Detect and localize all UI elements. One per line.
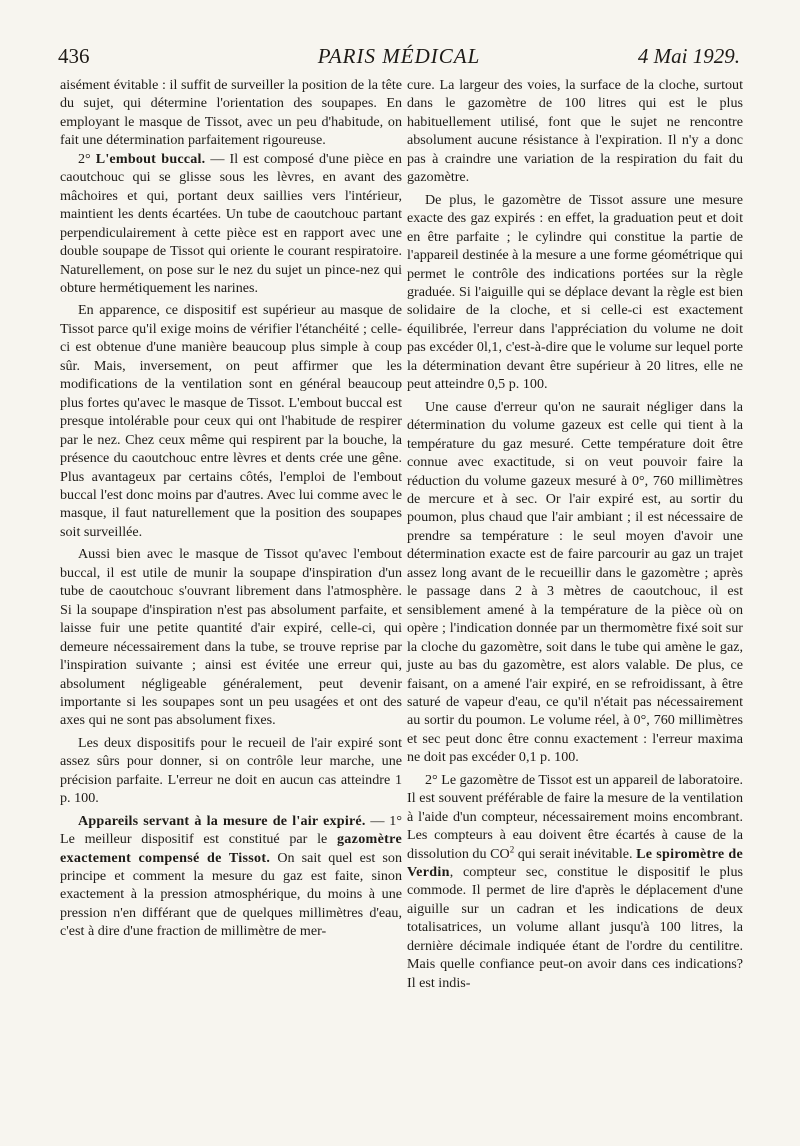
paragraph-de-plus: De plus, le gazomètre de Tissot assure une mesure exacte des gaz expirés : en effet, la graduation peut et doit en être parfaite ; le cylindre qui constitue la partie de l'appareil destinée à la mesure a une forme géométrique qui permet le contrôle des indications portées sur la règle graduée. Si l'aiguille qui se déplace devant la règle est bien solidaire de la cloche, et si celle-ci est exactement équilibrée, l'erreur dans l'appréciation du volume ne doit pas excéder 0l,1, c'est-à-dire que le volume sur lequel porte la détermination devant être supérieur à 20 litres, elle ne peut atteindre 0,5 p. 100. (407, 191, 743, 393)
paragraph-text: On sait quel est son principe et comment la mesure du gaz est faite, sinon exactement à la pression atmosphérique, du moins à une pression n'en différant que de quelques millimètres d'eau, c'est à dire d'une fraction de millimètre de mer- (60, 849, 402, 940)
section-title-appareils: Appareils servant à la mesure de l'air expiré. (78, 812, 366, 829)
paragraph-text: — Il est composé d'une pièce en caoutchouc qui se glisse sous les lèvres, en avant des mâchoires et qui, portant deux saillies vers l'intérieur, maintient les dents écartées. Un tube de caoutchouc partant perpendiculairement à cette pièce est en rapport avec une double soupape de Tissot qui oriente le courant respiratoire. Naturellement, on pose sur le nez du sujet un pince-nez qui obture hermétiquement les narines. (60, 150, 402, 296)
term-spirometre-verdin: Le spiromètre de Verdin (407, 845, 744, 881)
right-column (407, 76, 743, 992)
paragraph-text: qui serait inévitable. (514, 845, 637, 862)
paragraph-cure: cure. La largeur des voies, la surface de la cloche, surtout dans le gazomètre de 100 litres qui est le plus habituellement utilisé, font que le sujet ne rencontre absolument aucune résistance à l'expiration. Il n'y a donc pas à craindre une variation de la respiration du fait du gazomètre. (407, 77, 743, 186)
page-number: 436 (58, 44, 90, 68)
paragraph-text: , compteur sec, constitue le dispositif le plus commode. Il permet de lire d'après le déplacement d'une aiguille sur un cadran et les indications de deux totalisatrices, un volume allant jusqu'à 100 litres, la dernière décimale indiquée étant de l'ordre du centilitre. Mais quelle confiance peut-on avoir dans ces indications? Il est indis- (407, 864, 743, 991)
paragraph-text: 2° Le gazomètre de Tissot est un appareil de laboratoire. Il est souvent préférable de faire la mesure de la ventilation à l'aide d'un compteur, nécessairement moins encombrant. Les compteurs à eau doivent être écartés à cause de la dissolution du CO (407, 771, 743, 862)
paragraph-apparence: En apparence, ce dispositif est supérieur au masque de Tissot parce qu'il exige moins de vérifier l'étanchéité ; celle-ci est obtenue d'une manière beaucoup plus simple à coup sûr. Mais, inversement, on peut affirmer que les modifications de la ventilation sont en général beaucoup plus fortes qu'avec le masque de Tissot. L'embout buccal est presque intolérable pour ceux qui ont l'habitude de respirer par le nez. Chez ceux même qui respirent par la bouche, la présence du caoutchouc entre lèvres et dents crée une gêne. Plus avantageux par certains côtés, l'emploi de l'embout buccal l'est donc moins par d'autres. Avec lui comme avec le masque, il faut naturellement que la position des soupapes soit surveillée. (60, 302, 402, 540)
term-gazometre-tissot: gazomètre exactement compensé de Tissot. (60, 831, 402, 866)
superscript: 2 (509, 843, 515, 854)
paragraph-appareils (60, 812, 402, 941)
section-title-embout: L'embout buccal. (95, 150, 206, 167)
paragraph-aussi-bien: Aussi bien avec le masque de Tissot qu'avec l'embout buccal, il est utile de munir la soupape d'inspiration d'un tube de caoutchouc s'ouvrant librement dans l'atmosphère. Si la soupape d'inspiration n'est pas absolument parfaite, et laisse fuir une petite quantité d'air expiré, celle-ci, qui demeure nécessairement dans la tube, se trouve reprise par l'inspiration suivante ; ainsi est évitée une erreur qui, absolument négligeable généralement, peut devenir importante si les soupapes sont un peu usagées et ont des axes qui ne sont pas absolument fixes. (60, 546, 402, 729)
section-number: 2° (78, 150, 96, 167)
paragraph-masque-end: aisément évitable : il suffit de surveiller la position de la tête du sujet, qui détermine l'orientation des soupapes. En employant le masque de Tissot, avec un peu d'habitude, on fait une détermination parfaitement rigoureuse. (60, 77, 402, 149)
journal-title: PARIS MÉDICAL (317, 44, 481, 68)
paragraph-gazometre-labo (407, 771, 743, 992)
paragraph-deux-dispositifs: Les deux dispositifs pour le recueil de l'air expiré sont assez sûrs pour donner, si on contrôle leur marche, une précision parfaite. L'erreur ne doit en aucun cas atteindre 1 p. 100. (60, 734, 402, 807)
paragraph-cause-erreur: Une cause d'erreur qu'on ne saurait négliger dans la détermination du volume gazeux est celle qui tient à la température du gaz mesuré. Cette température doit être connue avec exactitude, si on veut pouvoir faire la réduction du volume gazeux mesuré à 0°, 760 millimètres de mercure et à sec. Or l'air expiré est, au sortir du poumon, plus chaud que l'air ambiant ; il est nécessaire de prendre sa température : le seul moyen d'avoir une détermination exacte est de faire parcourir au gaz un trajet assez long avant de le recueillir dans le gazomètre ; après le passage dans 2 à 3 mètres de caoutchouc, il est sensiblement amené à la température de la pièce où on opère ; l'indication donnée par un thermomètre fixé soit sur la cloche du gazomètre, soit dans le tube qui amène le gaz, juste au bas du gazomètre, est alors valable. De plus, ce faisant, on a amené l'air expiré, en se refroidissant, à être saturé de vapeur d'eau, ce qu'il n'était pas nécessairement au sortir du poumon. Le volume réel, à 0°, 760 millimètres et sec peut donc être connu exactement : l'erreur maxima ne doit pas excéder 0,1 p. 100. (407, 398, 743, 766)
left-column (60, 76, 402, 941)
page-header (58, 44, 740, 72)
paragraph-text: — 1° Le meilleur dispositif est constitué par le (60, 812, 402, 848)
paragraph-embout-buccal (60, 150, 402, 298)
issue-date: 4 Mai 1929. (637, 44, 740, 68)
